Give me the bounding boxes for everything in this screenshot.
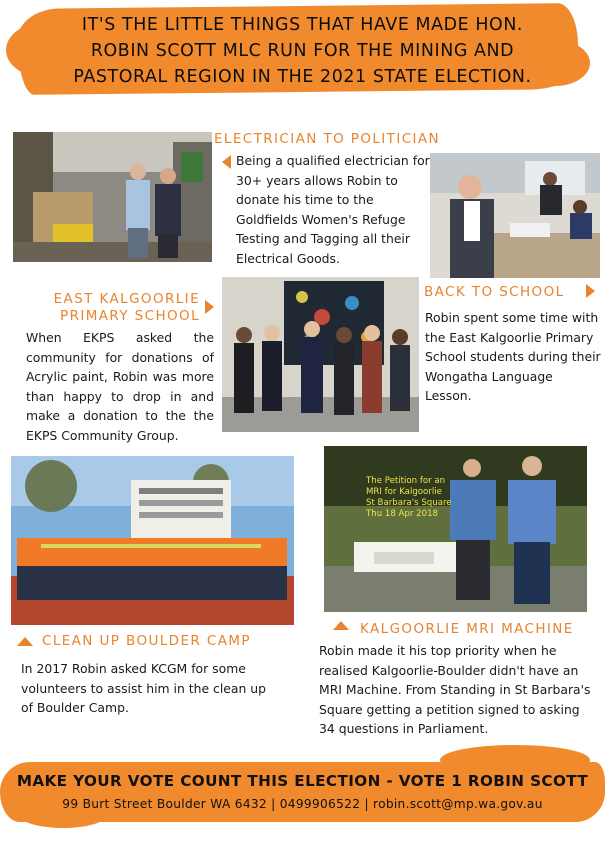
orange-triangle-icon <box>333 621 349 630</box>
headline-line-2: ROBIN SCOTT MLC RUN FOR THE MINING AND <box>90 41 515 61</box>
text-mri: Robin made it his top priority when he realised Kalgoorlie-Boulder didn't have an MRI Machine. From Standing in St Barbara's Square getting a petition signed to asking 34 questions in Parliament. <box>319 643 591 737</box>
headline-line-1: IT'S THE LITTLE THINGS THAT HAVE MADE HON. <box>81 15 524 35</box>
photo-workshop-refuge <box>13 132 212 262</box>
orange-triangle-icon <box>17 637 33 646</box>
heading-boulder-camp: CLEAN UP BOULDER CAMP <box>42 633 251 649</box>
photo-mri-petition <box>324 446 587 612</box>
heading-electrician: ELECTRICIAN TO POLITICIAN <box>214 131 441 147</box>
heading-ekps-line-2: PRIMARY SCHOOL <box>60 308 200 324</box>
heading-back-to-school: BACK TO SCHOOL <box>424 284 565 300</box>
mri-caption-line-2: MRI for Kalgoorlie <box>366 487 442 497</box>
text-ekps: When EKPS asked the community for donations of Acrylic paint, Robin was more than happy to drop in and make a donation to the the EKPS Community Group. <box>26 330 214 443</box>
mri-caption-line-4: Thu 18 Apr 2018 <box>366 509 439 519</box>
photo-classroom <box>430 153 600 278</box>
page-headline <box>20 12 585 90</box>
heading-ekps <box>44 291 200 325</box>
headline-line-3: PASTORAL REGION IN THE 2021 STATE ELECTION. <box>73 67 532 87</box>
footer-contact-details: 99 Burt Street Boulder WA 6432 | 0499906522 | robin.scott@mp.wa.gov.au <box>62 797 543 811</box>
orange-triangle-icon <box>205 300 214 314</box>
text-electrician: Being a qualified electrician for 30+ years allows Robin to donate his time to the Goldfields Women's Refuge Testing and Tagging all their Electrical Goods. <box>236 153 430 266</box>
mri-caption-line-1: The Petition for an <box>366 476 446 486</box>
heading-mri: KALGOORLIE MRI MACHINE <box>360 621 574 637</box>
text-boulder-camp: In 2017 Robin asked KCGM for some volunteers to assist him in the clean up of Boulder Camp. <box>21 661 267 716</box>
photo-boulder-cleanup <box>11 456 294 625</box>
mri-caption-line-3: St Barbara's Square <box>366 498 452 508</box>
photo-ekps-group <box>222 277 419 432</box>
text-back-to-school: Robin spent some time with the East Kalgoorlie Primary School students during their Wongatha Language Lesson. <box>425 310 601 404</box>
heading-ekps-line-1: EAST KALGOORLIE <box>53 291 200 307</box>
orange-triangle-icon <box>586 284 595 298</box>
orange-triangle-icon <box>222 155 231 169</box>
mri-photo-caption <box>366 476 452 520</box>
footer-call-to-action: MAKE YOUR VOTE COUNT THIS ELECTION - VOTE 1 ROBIN SCOTT <box>16 772 589 790</box>
